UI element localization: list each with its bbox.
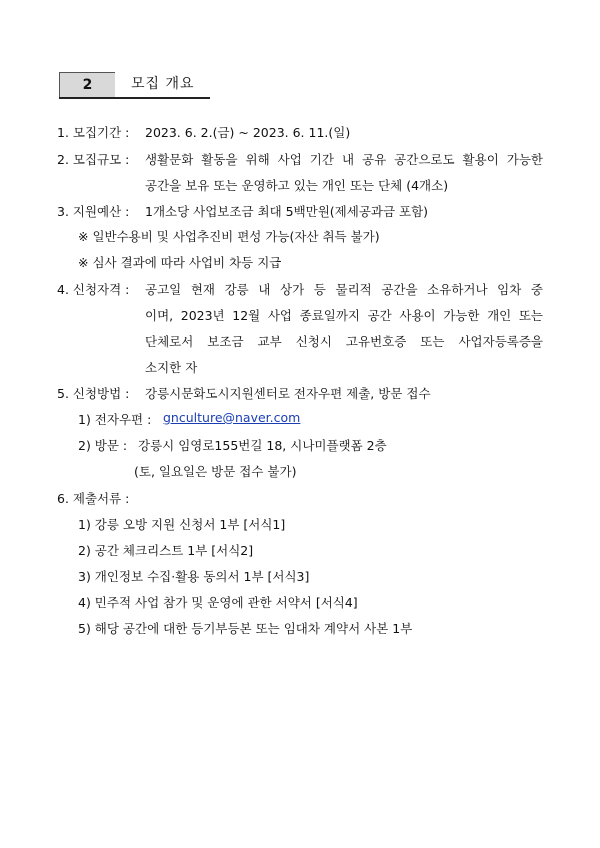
period-value: 2023. 6. 2.(금) ~ 2023. 6. 11.(일) (145, 125, 351, 140)
period-label: 1. 모집기간 : (57, 125, 130, 140)
section-number: 2 (59, 72, 115, 97)
email-link[interactable]: gnculture@naver.com (163, 410, 301, 425)
budget-value: 1개소당 사업보조금 최대 5백만원(제세공과금 포함) (145, 204, 429, 219)
eligibility-line-3: 단체로서 보조금 교부 신청시 고유번호증 또는 사업자등록증을 (145, 334, 543, 349)
budget-label: 3. 지원예산 : (57, 204, 130, 219)
method-value: 강릉시문화도시지원센터로 전자우편 제출, 방문 접수 (145, 386, 431, 401)
eligibility-line-4: 소지한 자 (145, 360, 198, 375)
scale-line-1: 생활문화 활동을 위해 사업 기간 내 공유 공간으로도 활용이 가능한 (145, 152, 543, 167)
scale-line-2: 공간을 보유 또는 운영하고 있는 개인 또는 단체 (4개소) (145, 178, 449, 193)
document-item: 3) 개인정보 수집·활용 동의서 1부 [서식3] (78, 569, 310, 584)
method-label: 5. 신청방법 : (57, 386, 130, 401)
document-item: 4) 민주적 사업 참가 및 운영에 관한 서약서 [서식4] (78, 595, 358, 610)
eligibility-label: 4. 신청자격 : (57, 282, 130, 297)
document-item: 5) 해당 공간에 대한 등기부등본 또는 임대차 계약서 사본 1부 (78, 621, 413, 636)
budget-note-1: ※ 일반수용비 및 사업추진비 편성 가능(자산 취득 불가) (78, 229, 380, 244)
visit-label: 2) 방문 : (78, 438, 128, 453)
email-label: 1) 전자우편 : (78, 412, 152, 427)
visit-note: (토, 일요일은 방문 접수 불가) (134, 464, 297, 479)
document-item: 1) 강릉 오방 지원 신청서 1부 [서식1] (78, 517, 286, 532)
visit-value: 강릉시 임영로155번길 18, 시나미플랫폼 2층 (138, 438, 387, 453)
header-underline (59, 97, 210, 99)
budget-note-2: ※ 심사 결과에 따라 사업비 차등 지급 (78, 255, 282, 270)
documents-label: 6. 제출서류 : (57, 491, 130, 506)
eligibility-line-2: 이며, 2023년 12월 사업 종료일까지 공간 사용이 가능한 개인 또는 (145, 308, 543, 323)
document-item: 2) 공간 체크리스트 1부 [서식2] (78, 543, 254, 558)
section-header (59, 72, 210, 99)
section-title: 모집 개요 (131, 76, 195, 92)
scale-label: 2. 모집규모 : (57, 152, 130, 167)
eligibility-line-1: 공고일 현재 강릉 내 상가 등 물리적 공간을 소유하거나 임차 중 (145, 282, 543, 297)
